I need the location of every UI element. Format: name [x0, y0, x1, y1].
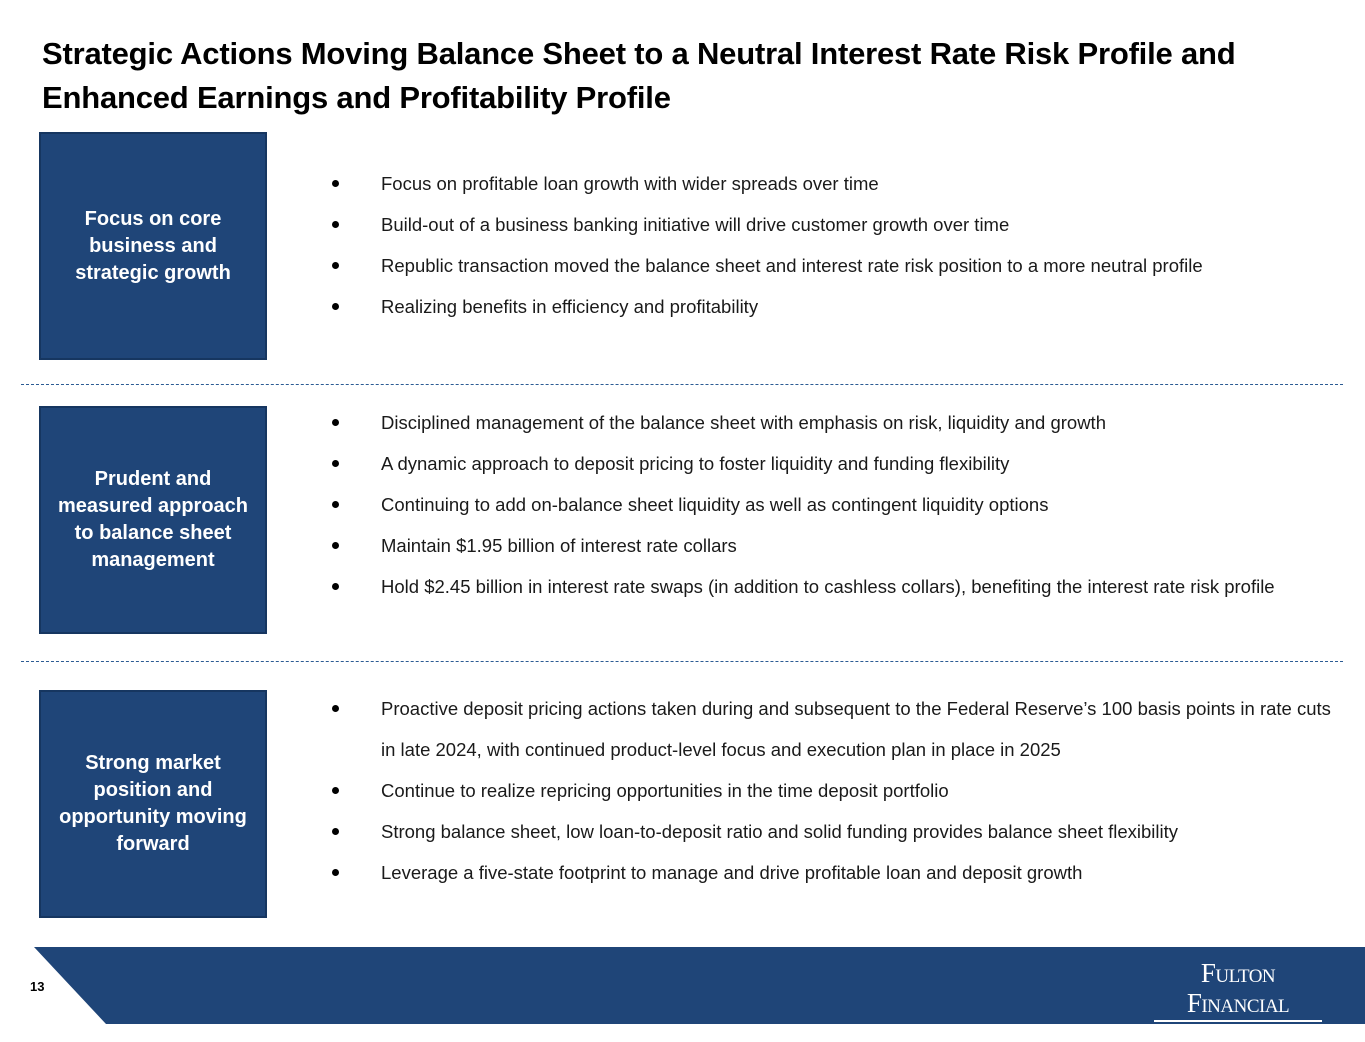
- logo-wordmark: Fulton Financial: [1186, 958, 1290, 1018]
- bullet-icon: [332, 460, 339, 467]
- list-item: [328, 286, 1340, 327]
- section-heading-balance-sheet: Prudent and measured approach to balance sheet management: [39, 406, 267, 634]
- bullet-list-core-business: [328, 163, 1340, 327]
- bullet-text: Continuing to add on-balance sheet liquidity as well as contingent liquidity options: [381, 494, 1049, 515]
- list-item: [328, 688, 1340, 770]
- bullet-list-balance-sheet: [328, 402, 1340, 607]
- bullet-text: Realizing benefits in efficiency and profitability: [381, 296, 759, 317]
- page-number: 13: [30, 979, 45, 994]
- list-item: [328, 484, 1340, 525]
- bullet-text: A dynamic approach to deposit pricing to foster liquidity and funding flexibility: [381, 453, 1010, 474]
- list-item: [328, 770, 1340, 811]
- bullet-icon: [332, 419, 339, 426]
- bullet-icon: [332, 221, 339, 228]
- list-item: [328, 566, 1340, 607]
- bullet-text: Proactive deposit pricing actions taken during and subsequent to the Federal Reserve’s 100 basis points in rate cuts in late 2024, with continued product-level focus and execution plan in place in 2025: [381, 698, 1331, 760]
- bullet-icon: [332, 262, 339, 269]
- company-logo: [1148, 958, 1328, 1042]
- bullet-text: Hold $2.45 billion in interest rate swaps (in addition to cashless collars), benefiting the interest rate risk profile: [381, 576, 1275, 597]
- bullet-icon: [332, 583, 339, 590]
- page-title: Strategic Actions Moving Balance Sheet to a Neutral Interest Rate Risk Profile and Enhanced Earnings and Profitability Profile: [42, 36, 1236, 115]
- list-item: [328, 245, 1340, 286]
- bullet-text: Disciplined management of the balance sheet with emphasis on risk, liquidity and growth: [381, 412, 1106, 433]
- bullet-text: Leverage a five-state footprint to manage and drive profitable loan and deposit growth: [381, 862, 1083, 883]
- bullet-icon: [332, 542, 339, 549]
- bullet-icon: [332, 180, 339, 187]
- list-item: [328, 163, 1340, 204]
- section-heading-market-position: Strong market position and opportunity moving forward: [39, 690, 267, 918]
- list-item: [328, 525, 1340, 566]
- bullet-icon: [332, 787, 339, 794]
- bullet-icon: [332, 501, 339, 508]
- section-divider: [21, 384, 1343, 385]
- bullet-text: Maintain $1.95 billion of interest rate collars: [381, 535, 737, 556]
- bullet-list-market-position: [328, 688, 1340, 893]
- bullet-text: Focus on profitable loan growth with wider spreads over time: [381, 173, 879, 194]
- list-item: [328, 402, 1340, 443]
- logo-subtitle: Corporation: [1195, 1024, 1281, 1041]
- list-item: [328, 811, 1340, 852]
- bullet-icon: [332, 828, 339, 835]
- list-item: [328, 443, 1340, 484]
- section-divider: [21, 661, 1343, 662]
- bullet-icon: [332, 869, 339, 876]
- bullet-text: Continue to realize repricing opportunities in the time deposit portfolio: [381, 780, 949, 801]
- bullet-icon: [332, 705, 339, 712]
- bullet-text: Republic transaction moved the balance sheet and interest rate risk position to a more neutral profile: [381, 255, 1203, 276]
- logo-rule: [1154, 1020, 1322, 1022]
- bullet-text: Build-out of a business banking initiative will drive customer growth over time: [381, 214, 1010, 235]
- bullet-text: Strong balance sheet, low loan-to-deposit ratio and solid funding provides balance sheet flexibility: [381, 821, 1179, 842]
- bullet-icon: [332, 303, 339, 310]
- list-item: [328, 852, 1340, 893]
- section-heading-core-business: Focus on core business and strategic growth: [39, 132, 267, 360]
- list-item: [328, 204, 1340, 245]
